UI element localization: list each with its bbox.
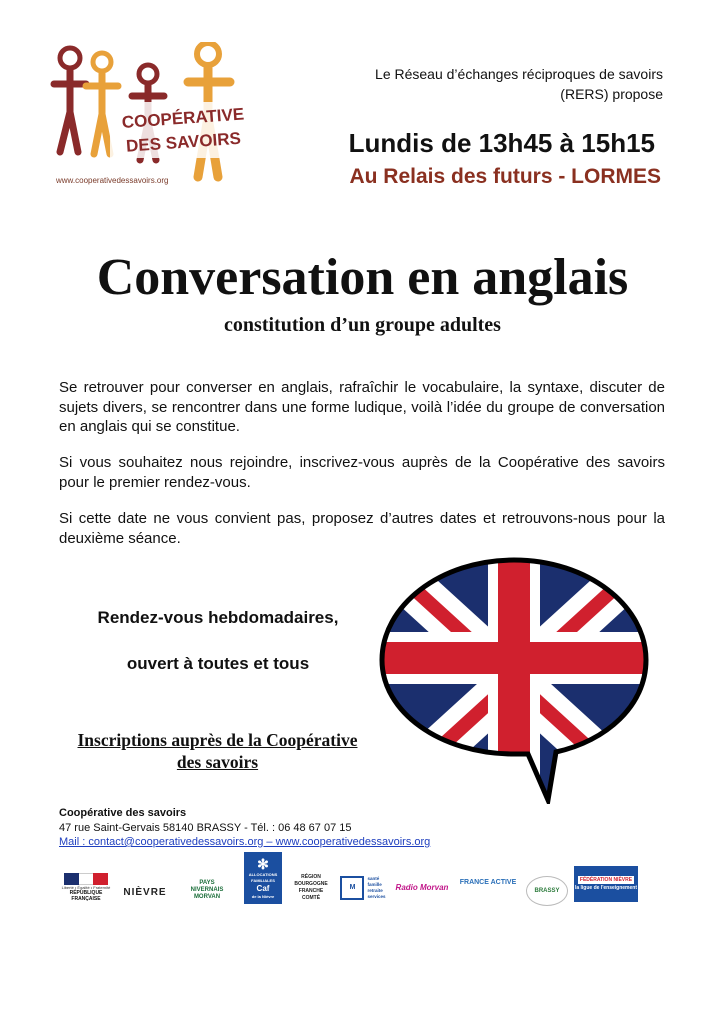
svg-text:DES SAVOIRS: DES SAVOIRS [125, 128, 242, 156]
inscription-note [45, 729, 390, 773]
description-paragraph-2: Si vous souhaitez nous rejoindre, inscrivez-vous auprès de la Coopérative des savoirs pour le premier rendez-vous. [59, 454, 665, 491]
msa-line-4: services [367, 894, 386, 899]
rers-line-1: Le Réseau d’échanges réciproques de savoirs [375, 66, 663, 82]
msa-line-2: famille [367, 882, 382, 887]
footer-contact-link[interactable]: Mail : contact@cooperativedessavoirs.org – www.cooperativedessavoirs.org [59, 836, 431, 848]
msa-line-3: retraite [367, 888, 383, 893]
partner-logos [56, 852, 656, 908]
caf-line-3: de la Nièvre [251, 894, 275, 899]
description-paragraph-1: Se retrouver pour converser en anglais, rafraîchir le vocabulaire, la syntaxe, discuter de sujets divers, se rencontrer dans une forme ludique, voilà l’idée du groupe de conversation en anglais qui se constitue. [59, 379, 665, 435]
pnr-morvan-logo [178, 876, 236, 904]
republique-francaise-logo [56, 870, 116, 904]
brassy-logo [526, 876, 568, 906]
region-bfc-logo [286, 870, 336, 906]
weekly-meetings-text: Rendez-vous hebdomadaires, [97, 608, 339, 627]
page-title: Conversation en anglais [96, 249, 629, 306]
france-active-logo [456, 870, 520, 894]
rers-line-2: (RERS) propose [560, 86, 663, 102]
republique-label: RÉPUBLIQUE FRANÇAISE [69, 889, 103, 902]
inscription-line-2: des savoirs [176, 752, 259, 772]
pnr-line-3: MORVAN [193, 893, 221, 900]
france-active-label: FRANCE ACTIVE [459, 878, 517, 886]
msa-line-1: santé [367, 876, 380, 881]
nievre-logo [116, 882, 174, 902]
brassy-label: BRASSY [534, 888, 560, 894]
caf-line-1: ALLOCATIONS FAMILIALES [248, 872, 278, 883]
open-to-all-text: ouvert à toutes et tous [126, 654, 310, 673]
ligue-line-2: la ligue de l'enseignement [574, 885, 638, 891]
uk-flag-speech-bubble-icon [378, 556, 650, 804]
caf-logo [244, 852, 282, 904]
radio-morvan-logo [394, 872, 450, 902]
svg-text:COOPÉRATIVE: COOPÉRATIVE [121, 104, 245, 133]
ligue-enseignement-logo [574, 866, 638, 902]
ligue-line-1: FÉDÉRATION NIÈVRE [579, 877, 633, 883]
logo-url[interactable]: www.cooperativedessavoirs.org [56, 176, 169, 185]
caf-line-2: Caf [256, 884, 270, 893]
description-paragraph-3: Si cette date ne vous convient pas, proposez d’autres dates et retrouvons-nous pour la deuxième séance. [59, 510, 665, 547]
footer-address: 47 rue Saint-Gervais 58140 BRASSY - Tél. : 06 48 67 07 15 [59, 822, 352, 834]
cooperative-logo [40, 42, 260, 192]
republique-motto: Liberté • Égalité • Fraternité [61, 884, 111, 890]
pnr-line-1: PAYS [199, 879, 215, 886]
inscription-line-1: Inscriptions auprès de la Coopérative [77, 730, 358, 750]
rers-intro [375, 64, 663, 104]
radio-label: Radio Morvan [395, 882, 449, 892]
msa-logo [336, 874, 390, 902]
region-line-4: COMTÉ [301, 895, 321, 901]
schedule-heading: Lundis de 13h45 à 15h15 [348, 128, 655, 158]
msa-square-icon: M [340, 876, 364, 900]
location-heading: Au Relais des futurs - LORMES [349, 165, 661, 188]
pnr-line-2: NIVERNAIS [190, 886, 224, 893]
region-line-3: FRANCHE [298, 888, 324, 894]
region-line-2: BOURGOGNE [294, 881, 328, 887]
snowflake-icon: ✻ [257, 856, 269, 872]
nievre-label: NIÈVRE [123, 886, 167, 898]
region-line-1: RÉGION [301, 874, 321, 880]
footer-org-name: Coopérative des savoirs [59, 807, 187, 819]
page-subtitle: constitution d’un groupe adultes [224, 314, 501, 336]
